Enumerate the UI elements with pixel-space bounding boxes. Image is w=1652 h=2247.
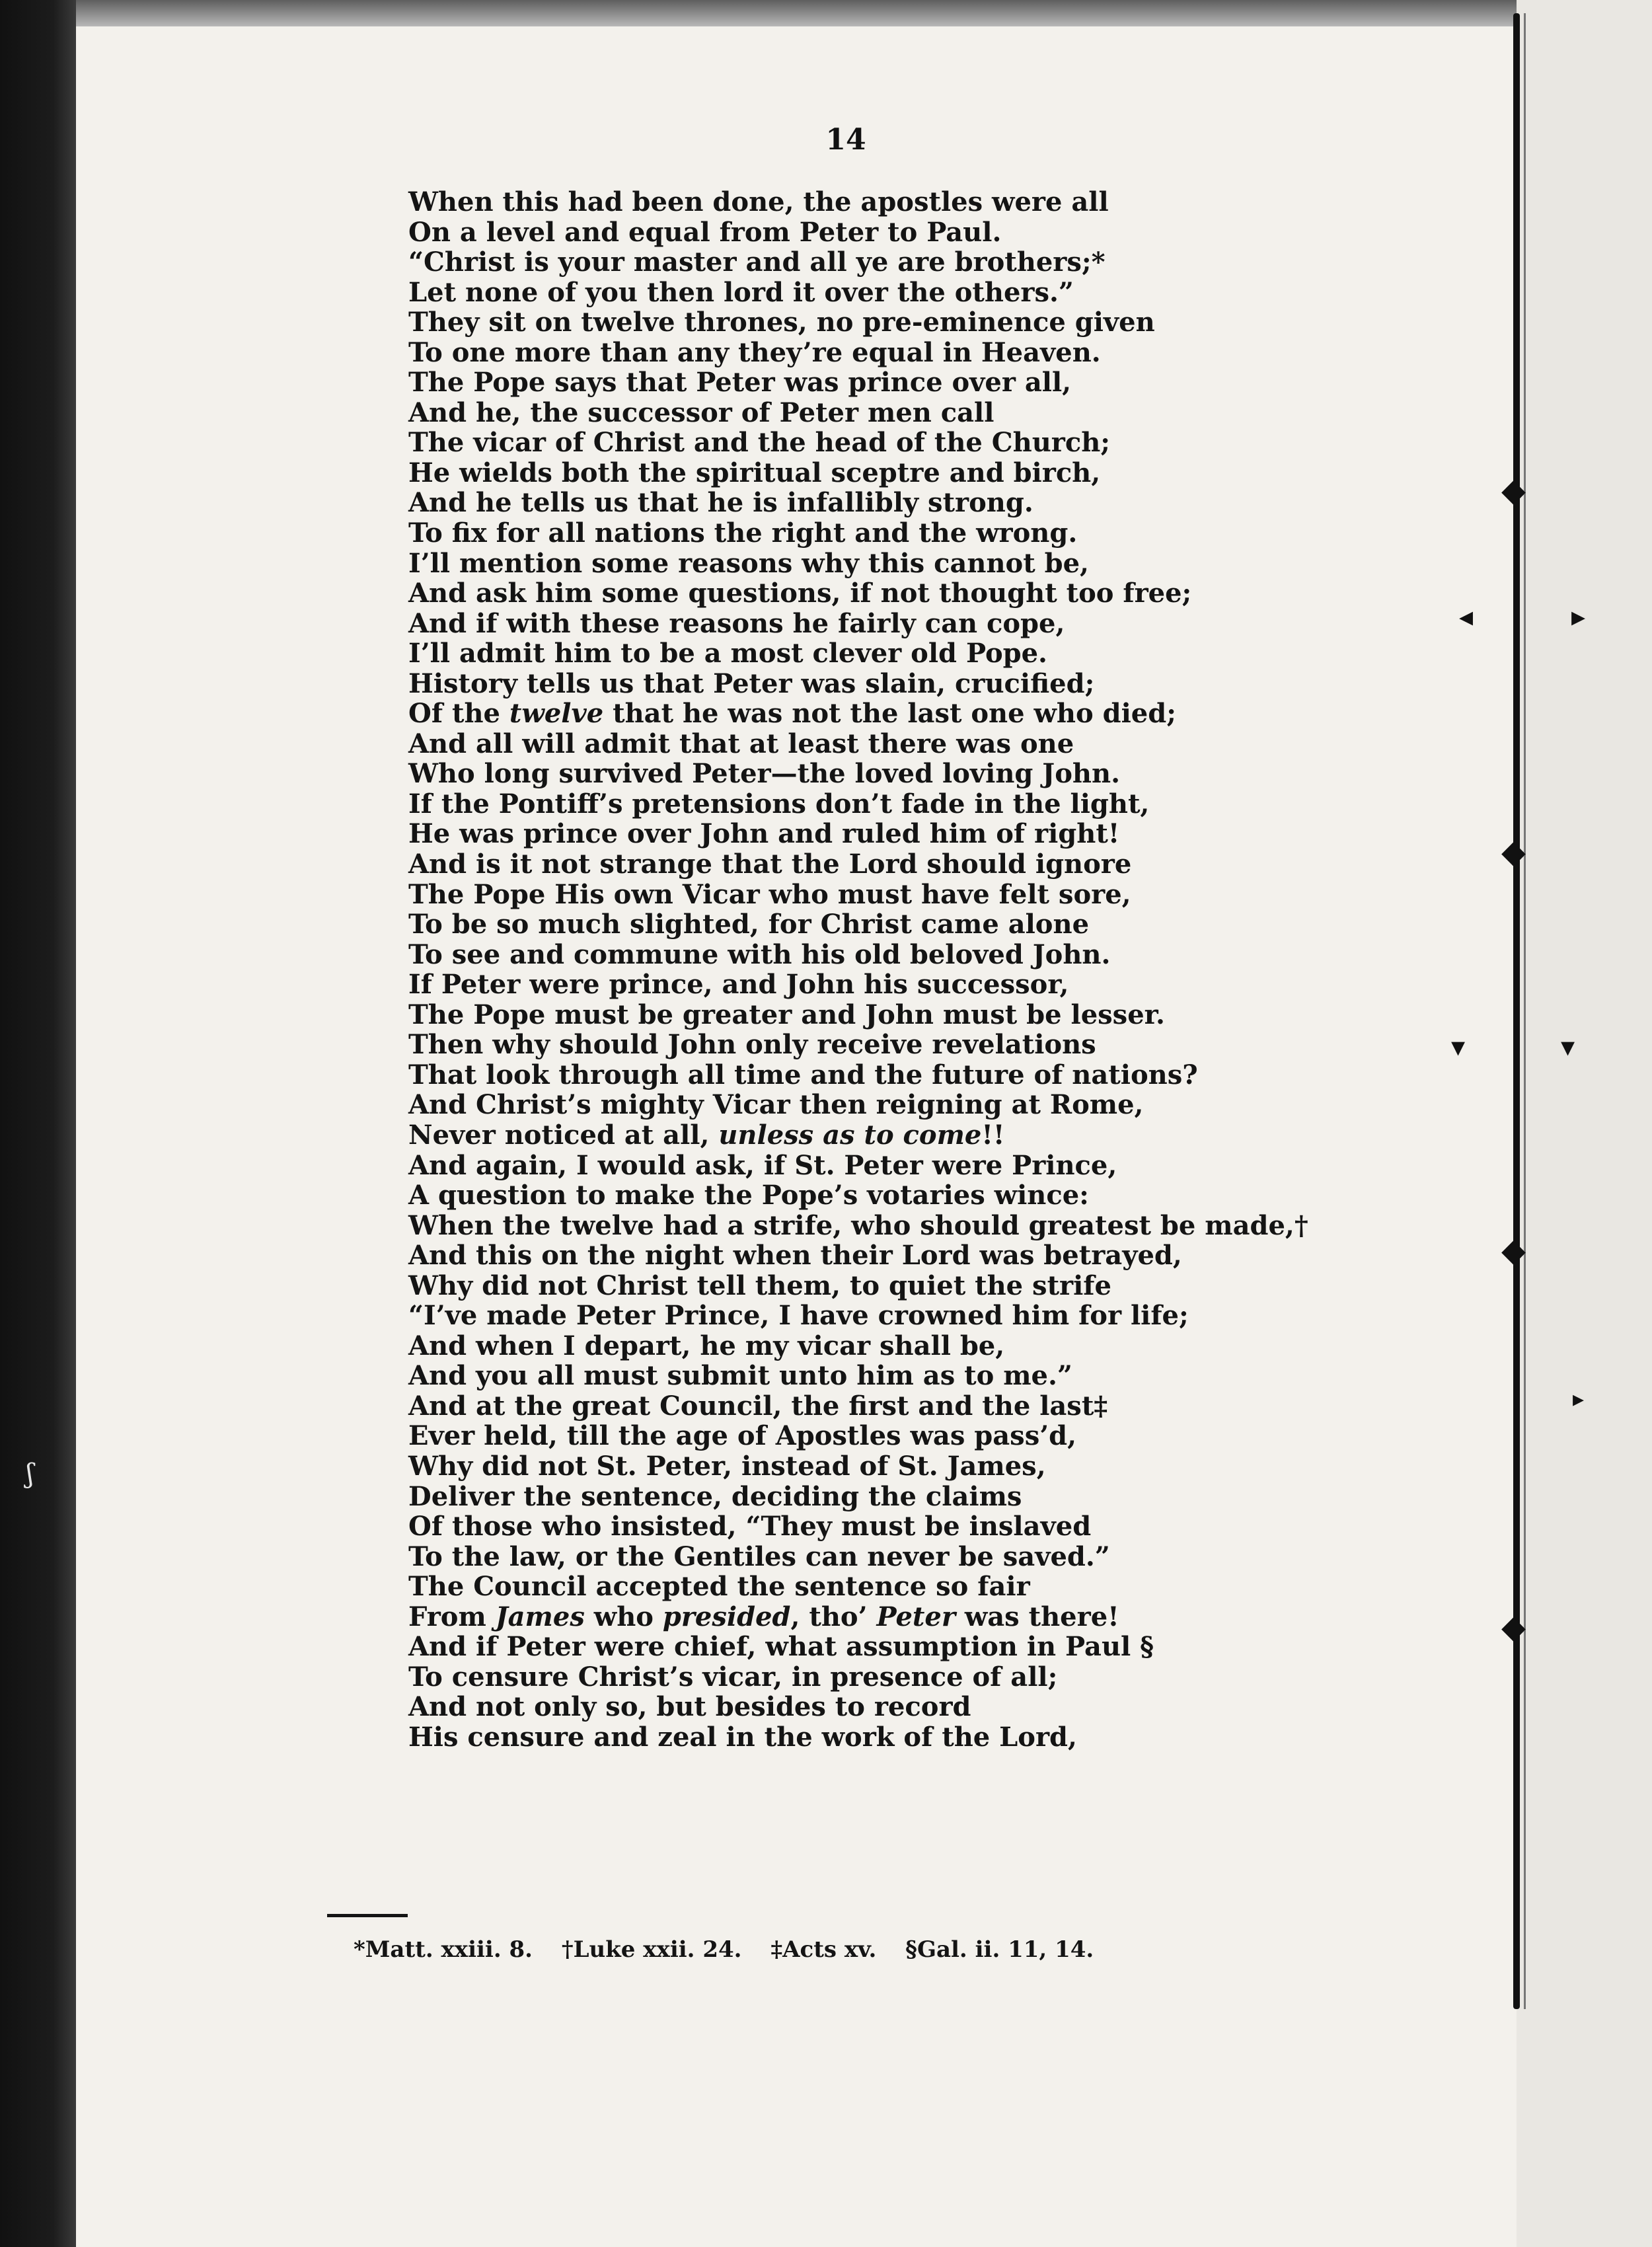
- poem-line: And if with these reasons he fairly can cope,: [408, 607, 1065, 639]
- poem-line: To be so much slighted, for Christ came alone: [408, 909, 1090, 940]
- poem-line: The Pope must be greater and John must be lesser.: [408, 999, 1165, 1030]
- poem-line: To see and commune with his old beloved John.: [408, 938, 1111, 970]
- poem-line: When the twelve had a strife, who should greatest be made,†: [408, 1209, 1308, 1241]
- poem-line: And again, I would ask, if St. Peter were Prince,: [408, 1149, 1117, 1181]
- poem-line: And you all must submit unto him as to me.”: [408, 1360, 1072, 1392]
- footnotes: [354, 1936, 1279, 1963]
- footnote-acts: ‡Acts xv.: [770, 1936, 877, 1963]
- scan-top-border: [76, 0, 1652, 26]
- poem-line: I’ll mention some reasons why this cannot be,: [408, 547, 1089, 579]
- poem-line: A question to make the Pope’s votaries wince:: [408, 1180, 1089, 1211]
- poem-line: He was prince over John and ruled him of right!: [408, 818, 1120, 850]
- margin-mark-icon: ▸: [1571, 600, 1586, 632]
- poem-line: Why did not St. Peter, instead of St. James,: [408, 1450, 1046, 1482]
- poem-line: He wields both the spiritual sceptre and birch,: [408, 457, 1101, 488]
- poem-line-part: , tho’: [790, 1601, 877, 1632]
- poem-line: And he tells us that he is infallibly strong.: [408, 487, 1033, 519]
- poem-line: The Pope His own Vicar who must have felt sore,: [408, 878, 1131, 910]
- poem-line: And at the great Council, the first and the last‡: [408, 1390, 1108, 1422]
- poem-line: And is it not strange that the Lord should ignore: [408, 849, 1132, 880]
- book-spine: [1513, 13, 1520, 2009]
- poem-line: [408, 1602, 1320, 1632]
- page-number: 14: [825, 123, 866, 157]
- poem-line: History tells us that Peter was slain, crucified;: [408, 667, 1095, 699]
- poem-line-part: Of the: [408, 698, 509, 730]
- poem-line: That look through all time and the future of nations?: [408, 1059, 1198, 1090]
- margin-mark-icon: ▸: [1573, 1386, 1585, 1412]
- poem-line: Ever held, till the age of Apostles was pass’d,: [408, 1420, 1077, 1452]
- binding-mark-icon: ◆: [1501, 1609, 1526, 1646]
- poem-line: The vicar of Christ and the head of the Church;: [408, 427, 1111, 459]
- poem-line: When this had been done, the apostles were all: [408, 186, 1109, 217]
- poem-line: To fix for all nations the right and the wrong.: [408, 517, 1078, 549]
- poem-line: And ask him some questions, if not thought too free;: [408, 578, 1192, 609]
- poem-line-part: who: [584, 1601, 663, 1632]
- footnote-luke: †Luke xxii. 24.: [561, 1936, 742, 1963]
- poem-line: Of those who insisted, “They must be inslaved: [408, 1511, 1092, 1542]
- poem-line: On a level and equal from Peter to Paul.: [408, 216, 1002, 248]
- binding-mark-icon: ◆: [1501, 472, 1526, 509]
- poem-line-part: Never noticed at all,: [408, 1119, 719, 1151]
- poem-line: And he, the successor of Peter men call: [408, 397, 995, 428]
- footnote-rule: [327, 1914, 408, 1917]
- poem-line-part: that he was not the last one who died;: [603, 698, 1176, 730]
- poem-line: And when I depart, he my vicar shall be,: [408, 1330, 1005, 1361]
- poem-line: Then why should John only receive revelations: [408, 1029, 1096, 1061]
- poem-line: If the Pontiff’s pretensions don’t fade in the light,: [408, 788, 1150, 819]
- poem-line: And not only so, but besides to record: [408, 1691, 971, 1723]
- poem-line: The Council accepted the sentence so fair: [408, 1571, 1030, 1603]
- binding-mark-icon: ◆: [1501, 833, 1526, 870]
- poem-line-italic: Peter: [876, 1601, 956, 1632]
- footnote-matt: *Matt. xxiii. 8.: [354, 1936, 533, 1963]
- poem-line: [408, 1120, 1320, 1151]
- poem-line-italic: twelve: [509, 698, 604, 730]
- poem-line: They sit on twelve thrones, no pre-eminence given: [408, 307, 1155, 338]
- poem-line: If Peter were prince, and John his successor,: [408, 969, 1069, 1001]
- poem-line: And this on the night when their Lord was betrayed,: [408, 1240, 1182, 1272]
- poem-line: His censure and zeal in the work of the Lord,: [408, 1721, 1077, 1753]
- poem-line-italic: unless as to come: [718, 1119, 982, 1151]
- margin-mark-icon: ▾: [1451, 1030, 1466, 1063]
- footnote-gal: §Gal. ii. 11, 14.: [905, 1936, 1094, 1963]
- poem-line-part: !!: [981, 1119, 1005, 1151]
- poem-line-part: From: [408, 1601, 496, 1632]
- poem-line: “I’ve made Peter Prince, I have crowned him for life;: [408, 1300, 1189, 1332]
- poem-line: To censure Christ’s vicar, in presence of all;: [408, 1661, 1058, 1693]
- poem-line: Let none of you then lord it over the others.”: [408, 276, 1074, 308]
- poem-line-italic: presided: [662, 1601, 791, 1632]
- poem-text: [408, 187, 1320, 1752]
- poem-line-italic: James: [495, 1601, 585, 1632]
- poem-line: Who long survived Peter—the loved loving John.: [408, 758, 1120, 790]
- scan-right-margin: [1517, 0, 1652, 2247]
- book-spine-edge: [1524, 13, 1526, 2009]
- poem-line: The Pope says that Peter was prince over all,: [408, 367, 1072, 399]
- margin-mark-icon: ▾: [1561, 1030, 1575, 1063]
- margin-mark-icon: ◂: [1459, 600, 1474, 632]
- poem-line: And all will admit that at least there was one: [408, 728, 1074, 759]
- margin-mark-icon: ʃ: [26, 1459, 34, 1489]
- poem-line: To the law, or the Gentiles can never be saved.”: [408, 1541, 1110, 1572]
- scan-left-border: [0, 0, 76, 2247]
- poem-line-part: was there!: [955, 1601, 1119, 1632]
- poem-line: Why did not Christ tell them, to quiet the strife: [408, 1270, 1111, 1301]
- poem-line: [408, 699, 1320, 729]
- poem-line: I’ll admit him to be a most clever old Pope.: [408, 638, 1047, 669]
- poem-line: And if Peter were chief, what assumption in Paul §: [408, 1631, 1154, 1663]
- poem-line: And Christ’s mighty Vicar then reigning at Rome,: [408, 1089, 1144, 1121]
- poem-line: “Christ is your master and all ye are brothers;*: [408, 247, 1106, 278]
- binding-mark-icon: ◆: [1501, 1232, 1526, 1269]
- poem-line: To one more than any they’re equal in Heaven.: [408, 336, 1101, 368]
- poem-line: Deliver the sentence, deciding the claims: [408, 1480, 1022, 1512]
